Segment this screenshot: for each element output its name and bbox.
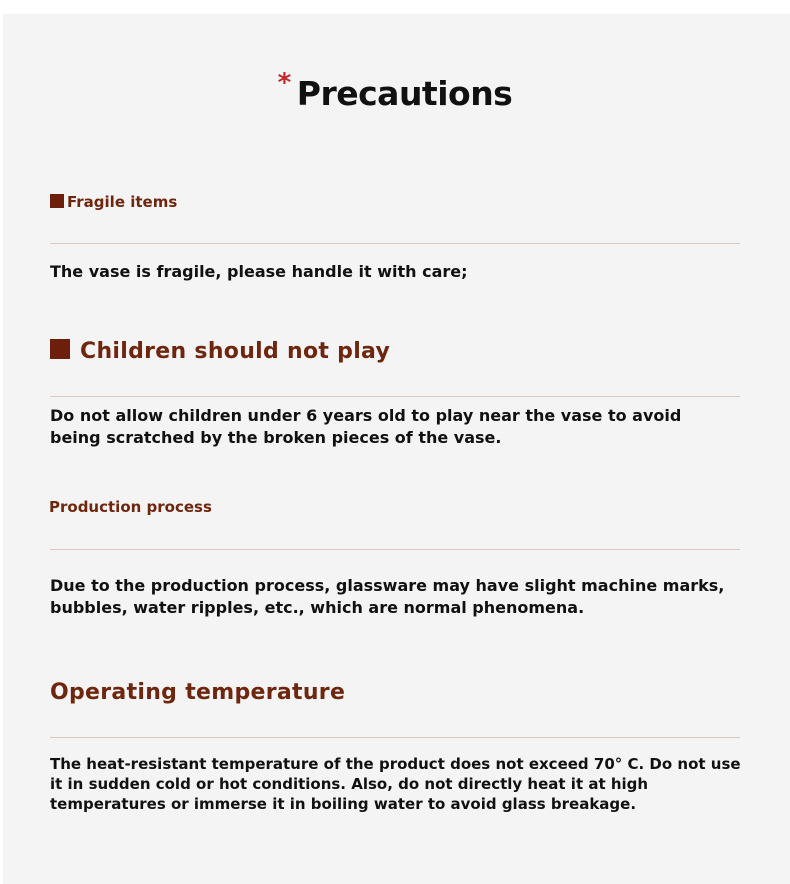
section-heading-temperature: Operating temperature (50, 680, 346, 705)
page-title (0, 68, 790, 113)
section-heading-fragile (50, 193, 177, 211)
divider (50, 243, 740, 244)
section-heading-text: Fragile items (67, 193, 178, 211)
divider (50, 549, 740, 550)
divider (50, 737, 740, 738)
section-heading-children (50, 339, 390, 364)
square-bullet-icon (50, 194, 64, 208)
divider (50, 396, 740, 397)
page-title-text: Precautions (296, 74, 513, 113)
section-heading-production: Production process (49, 498, 212, 516)
section-text-temperature: The heat-resistant temperature of the product does not exceed 70° C. Do not use it in sudden cold or hot conditions. Also, do not directly heat it at high temperatures or immerse it in boiling water to avoid glass breakage. (50, 755, 741, 813)
square-bullet-icon (50, 339, 70, 359)
section-text-production: Due to the production process, glassware may have slight machine marks, bubbles, water ripples, etc., which are normal phenomena. (50, 576, 725, 617)
section-text-children: Do not allow children under 6 years old to play near the vase to avoid being scratched by the broken pieces of the vase. (50, 406, 682, 447)
section-heading-text: Children should not play (80, 339, 391, 364)
asterisk-icon: * (277, 68, 291, 98)
section-text-fragile: The vase is fragile, please handle it with care; (50, 262, 468, 281)
